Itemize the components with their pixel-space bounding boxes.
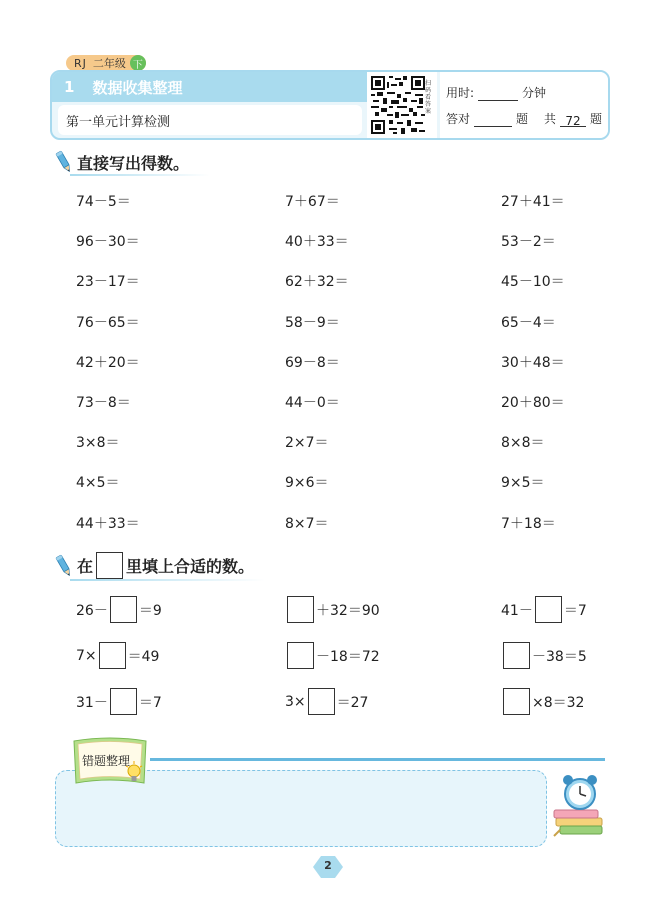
time-blank[interactable]	[478, 89, 518, 101]
answer-box[interactable]	[110, 596, 137, 623]
equation-prefix: 31－	[76, 694, 108, 711]
fill-in-equation	[285, 688, 368, 715]
equation-item: 9×5＝	[501, 475, 545, 492]
equation-suffix: ＝9	[138, 602, 162, 619]
unit-title: 数据收集整理	[92, 78, 183, 97]
total-count: 72	[560, 115, 586, 127]
qr-code-area	[367, 72, 437, 138]
equation-suffix: ＝27	[336, 694, 369, 711]
equation-item: 2×7＝	[285, 435, 329, 452]
time-label: 用时:	[446, 86, 475, 100]
unit-subtitle: 第一单元计算检测	[58, 105, 362, 135]
fill-in-equation	[501, 688, 584, 715]
equation-item: 9×6＝	[285, 475, 329, 492]
equation-item: 44＋33＝	[76, 515, 140, 532]
qr-code-icon	[371, 76, 425, 134]
equation-item: 23－17＝	[76, 274, 140, 291]
correct-unit: 题	[516, 112, 529, 126]
stats-panel	[440, 72, 608, 138]
page-number-text: 2	[324, 859, 332, 872]
fill-in-equation	[285, 642, 380, 669]
equation-prefix: 3×	[285, 693, 306, 710]
equation-item: 7＋67＝	[285, 194, 340, 210]
fill-in-equation	[76, 642, 159, 669]
section1-heading	[55, 150, 189, 174]
score-row	[446, 110, 602, 127]
answer-box[interactable]	[503, 688, 530, 715]
term-badge: 下	[130, 55, 146, 71]
equation-prefix: 41－	[501, 602, 533, 619]
equation-prefix: 26－	[76, 602, 108, 619]
equation-suffix: ＝7	[563, 602, 587, 619]
qr-side-text: 扫码看答案	[425, 80, 432, 115]
equation-item: 76－65＝	[76, 314, 140, 331]
unit-title-bar	[52, 72, 367, 102]
answer-box[interactable]	[99, 642, 126, 669]
section2-title-after: 里填上合适的数。	[126, 557, 255, 576]
grade-label: 二年级	[92, 57, 126, 70]
equation-item: 58－9＝	[285, 314, 340, 331]
time-row	[446, 84, 546, 101]
correct-blank[interactable]	[474, 115, 512, 127]
equation-item: 74－5＝	[76, 194, 131, 210]
fill-in-equation	[501, 596, 587, 623]
unit-header-left	[52, 72, 367, 138]
equation-item: 4×5＝	[76, 475, 120, 492]
equation-item: 73－8＝	[76, 395, 131, 411]
equation-item: 20＋80＝	[501, 395, 565, 411]
equation-item: 53－2＝	[501, 234, 556, 251]
unit-number: 1	[64, 78, 75, 96]
equation-item: 7＋18＝	[501, 515, 556, 532]
pencil-icon	[55, 150, 73, 174]
answer-box[interactable]	[110, 688, 137, 715]
equation-suffix: －38＝5	[532, 648, 587, 665]
error-section-divider	[150, 758, 605, 761]
answer-box[interactable]	[535, 596, 562, 623]
section2-title-before: 在	[77, 557, 94, 576]
correct-label: 答对	[446, 112, 471, 126]
equation-suffix: ＝7	[138, 694, 162, 711]
fill-in-equation	[501, 642, 587, 669]
equation-suffix: ＋32＝90	[316, 602, 380, 619]
unit-header	[50, 70, 610, 140]
equation-item: 27＋41＝	[501, 194, 565, 210]
section2-underline	[70, 579, 265, 581]
section2-title-box	[96, 552, 123, 579]
fill-in-equation	[285, 596, 380, 623]
alarm-clock-icon	[550, 770, 610, 840]
total-label: 共	[544, 112, 557, 126]
equation-suffix: －18＝72	[316, 648, 380, 665]
error-section-label: 错题整理	[82, 754, 131, 768]
section1-underline	[70, 174, 210, 176]
equation-item: 96－30＝	[76, 234, 140, 251]
equation-item: 3×8＝	[76, 435, 120, 452]
equation-item: 42＋20＝	[76, 354, 140, 371]
fill-in-equation	[76, 596, 162, 623]
pencil-icon	[55, 554, 73, 578]
answer-box[interactable]	[287, 596, 314, 623]
equation-item: 40＋33＝	[285, 234, 349, 251]
equation-suffix: ＝49	[127, 648, 160, 665]
page-number	[313, 856, 343, 878]
section2-heading	[55, 552, 254, 579]
equation-item: 62＋32＝	[285, 274, 349, 291]
equation-item: 44－0＝	[285, 395, 340, 411]
answer-box[interactable]	[287, 642, 314, 669]
equation-item: 30＋48＝	[501, 354, 565, 371]
section1-title: 直接写出得数。	[77, 153, 190, 173]
equation-item: 45－10＝	[501, 274, 565, 291]
answer-box[interactable]	[503, 642, 530, 669]
time-unit: 分钟	[522, 86, 547, 100]
edition-label: RJ	[74, 56, 87, 70]
answer-box[interactable]	[308, 688, 335, 715]
equation-prefix: 7×	[76, 647, 97, 664]
equation-suffix: ×8＝32	[532, 694, 585, 711]
equation-item: 8×7＝	[285, 515, 329, 532]
total-unit: 题	[590, 112, 603, 126]
equation-item: 69－8＝	[285, 354, 340, 371]
fill-in-equation	[76, 688, 162, 715]
equation-item: 65－4＝	[501, 314, 556, 331]
equation-item: 8×8＝	[501, 435, 545, 452]
grade-tag	[66, 55, 146, 71]
